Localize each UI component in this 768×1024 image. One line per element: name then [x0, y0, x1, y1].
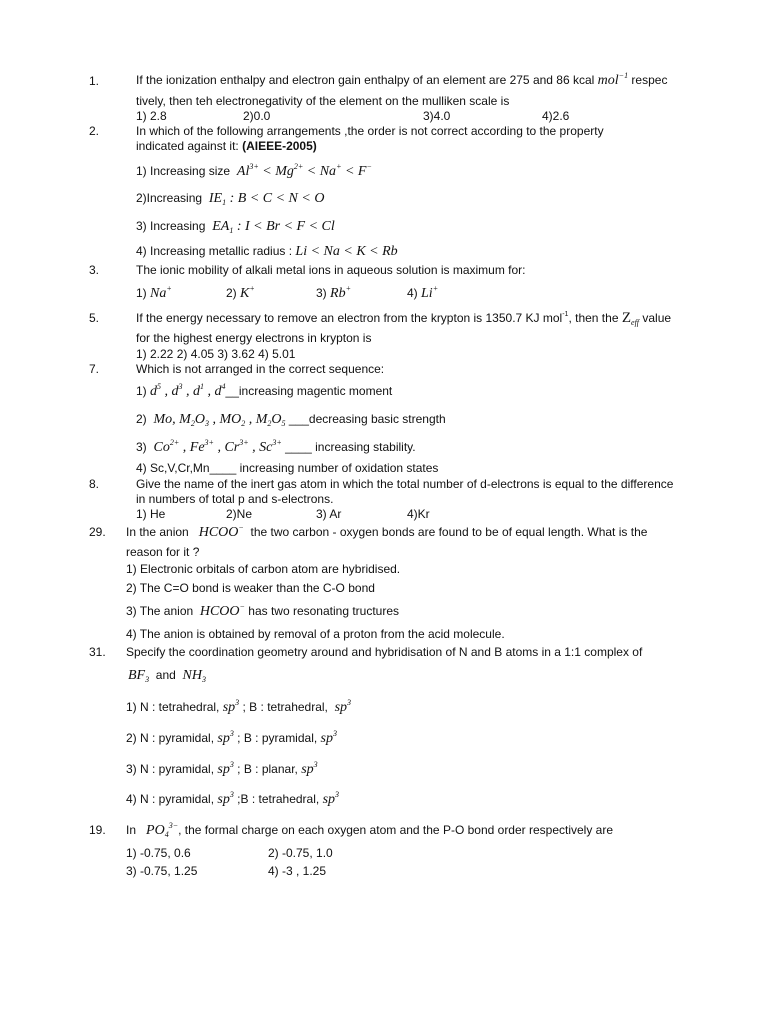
question-number: 3. [89, 263, 100, 277]
question-5-line-1: If the energy necessary to remove an electron from the krypton is 1350.7 KJ mol$^{-1}$, then the $Z_{eff}$ value [136, 310, 672, 327]
question-19-line-1: In $PO_4^{3-}$, the formal charge on each oxygen atom and the P-O bond order respectively are [126, 821, 614, 839]
question-5-line-2: for the highest energy electrons in krypton is [136, 331, 372, 345]
option-1 [136, 164, 372, 179]
question-number: 7. [89, 362, 100, 376]
math-expression: $d^5$ , $d^3$ , $d^1$ , $d^4$ [150, 382, 226, 399]
math-anion: HCOO− [199, 602, 245, 619]
option-3: 3) Ar [316, 507, 342, 521]
option-1: 1) 2.8 [136, 109, 167, 123]
math-unit: mol$^{-1}$ [597, 71, 629, 88]
math-expression: $Al^{3+} < Mg^{2+} < Na^+ < F^-$ [233, 162, 372, 179]
option-1: 1) He [136, 507, 166, 521]
option-1: 1) Electronic orbitals of carbon atom are hybridised. [126, 562, 401, 576]
question-8-line-2: in numbers of total p and s-electrons. [136, 492, 334, 506]
question-number: 1. [89, 74, 100, 88]
option-3: 3)4.0 [423, 109, 451, 123]
option-2: 2) N : pyramidal, $sp^3$ ; B : pyramidal, $sp^3$ [126, 729, 337, 746]
question-text: respec [631, 73, 668, 87]
question-1-line-1 [136, 73, 667, 88]
question-2-line-1: In which of the following arrangements ,the order is not correct according to the property [136, 124, 604, 138]
zeff-symbol: $Z_{eff}$ [621, 310, 640, 327]
question-number: 2. [89, 124, 100, 138]
question-text: If the ionization enthalpy and electron gain enthalpy of an element are 275 and 86 kcal [136, 73, 595, 87]
math-expression: $NH_3$ [182, 668, 206, 684]
option-2: 2)0.0 [243, 109, 271, 123]
option-label: 2)Increasing [136, 191, 203, 205]
option-4 [136, 244, 398, 259]
exam-tag: (AIEEE-2005) [242, 139, 317, 153]
option-3: 3) The anion HCOO− has two resonating tructures [126, 602, 400, 619]
question-text: indicated against it: [136, 139, 239, 153]
question-7-line-1: Which is not arranged in the correct sequence: [136, 362, 385, 376]
math-expression: $EA_1$ : I < Br < F < Cl [208, 219, 335, 235]
option-1: 1) N : tetrahedral, $sp^3$ ; B : tetrahedral, $sp^3$ [126, 698, 352, 715]
option-3: 3) Rb+ [316, 284, 351, 301]
math-expression: $BF_3$ [128, 668, 150, 684]
question-29-line-2: reason for it ? [126, 545, 200, 559]
option-1: 1) -0.75, 0.6 [126, 846, 191, 860]
option-label: 4) Increasing metallic radius : [136, 244, 293, 258]
option-2: 2) K+ [226, 284, 255, 301]
option-2: 2) Mo, $M_2O_3$ , $MO_2$ , $M_2O_5$ ___decreasing basic strength [136, 412, 446, 428]
question-number: 19. [89, 823, 106, 837]
option-4: 4) -3 , 1.25 [268, 864, 327, 878]
option-label: 3) Increasing [136, 219, 206, 233]
option-3: 3) $Co^{2+}$ , $Fe^{3+}$ , $Cr^{3+}$ , $Sc^{3+}$ ____ increasing stability. [136, 438, 416, 455]
math-expression: $Co^{2+}$ , $Fe^{3+}$ , $Cr^{3+}$ , $Sc^{3+}$ [150, 438, 282, 455]
question-8-line-1: Give the name of the inert gas atom in which the total number of d-electrons is equal to the difference [136, 477, 674, 491]
option-1: 1) $d^5$ , $d^3$ , $d^1$ , $d^4\_\_increasing$ magentic moment [136, 382, 393, 399]
option-2: 2) -0.75, 1.0 [268, 846, 333, 860]
question-5-options: 1) 2.22 2) 4.05 3) 3.62 4) 5.01 [136, 347, 296, 361]
option-2 [136, 191, 324, 206]
math-anion: $PO_4^{3-}$ [146, 821, 179, 839]
option-label: 1) Increasing size [136, 164, 231, 178]
option-3 [136, 219, 335, 234]
question-31-line-2: $BF_3$ and $NH_3$ [128, 668, 206, 684]
question-number: 31. [89, 645, 106, 659]
option-1: 1) Na+ [136, 284, 172, 301]
math-anion: HCOO− [198, 523, 244, 540]
option-3: 3) N : pyramidal, $sp^3$ ; B : planar, $sp^3$ [126, 760, 318, 777]
question-number: 5. [89, 311, 100, 325]
option-2: 2) The C=O bond is weaker than the C-O bond [126, 581, 375, 595]
option-4: 4)2.6 [542, 109, 570, 123]
question-number: 29. [89, 525, 106, 539]
option-4: 4) Sc,V,Cr,Mn____ increasing number of oxidation states [136, 461, 439, 475]
question-31-line-1: Specify the coordination geometry around and hybridisation of N and B atoms in a 1:1 complex of [126, 645, 643, 659]
math-expression: $IE_1$ : B < C < N < O [205, 191, 325, 207]
question-3-line-1: The ionic mobility of alkali metal ions in aqueous solution is maximum for: [136, 263, 526, 277]
option-3: 3) -0.75, 1.25 [126, 864, 198, 878]
option-4: 4) Li+ [407, 284, 439, 301]
question-number: 8. [89, 477, 100, 491]
math-expression: Li < Na < K < Rb [295, 244, 398, 259]
question-29-line-1: In the anion HCOO− the two carbon - oxygen bonds are found to be of equal length. What is the [126, 523, 648, 540]
question-1-line-2: tively, then teh electronegativity of the element on the mulliken scale is [136, 94, 510, 108]
option-4: 4) The anion is obtained by removal of a proton from the acid molecule. [126, 627, 505, 641]
option-2: 2)Ne [226, 507, 253, 521]
math-expression: Mo, $M_2O_3$ , $MO_2$ , $M_2O_5$ [150, 412, 286, 428]
option-4: 4) N : pyramidal, $sp^3$ ;B : tetrahedral, $sp^3$ [126, 790, 340, 807]
question-2-line-2 [136, 139, 317, 153]
option-4: 4)Kr [407, 507, 430, 521]
